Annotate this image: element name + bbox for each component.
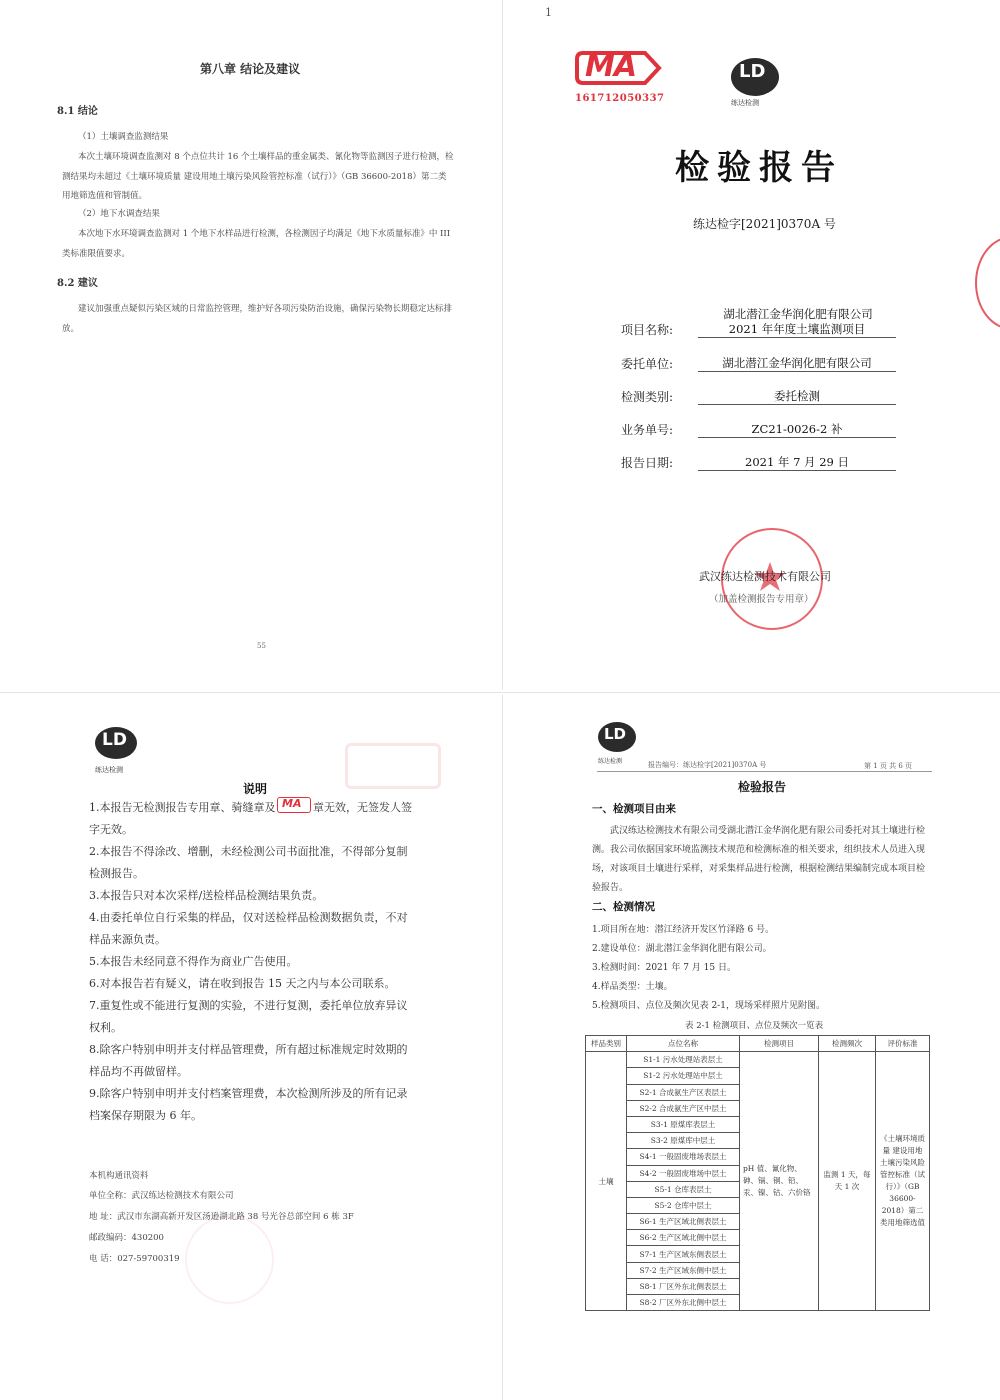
note-9b: 档案保存期限为 6 年。	[89, 1109, 202, 1122]
section-1-heading: 一、检测项目由来	[592, 803, 676, 815]
contact-title: 本机构通讯资料	[89, 1171, 149, 1181]
subheading-soil: （1）土壤调查监测结果	[78, 132, 169, 142]
label-test-type: 检测类别:	[621, 390, 674, 404]
chapter-title: 第八章 结论及建议	[200, 62, 301, 76]
contact-phone: 电 话：027-59700319	[89, 1254, 180, 1264]
note-1c: 字无效。	[89, 823, 133, 836]
item-test-items: 5.检测项目、点位及频次见表 2-1，现场采样照片见附图。	[592, 1001, 825, 1011]
field-value-project-line1: 湖北潜江金华润化肥有限公司	[723, 307, 873, 321]
vertical-divider-top	[502, 0, 503, 690]
note-8b: 样品均不再做留样。	[89, 1065, 188, 1078]
cell-point: S4-2 一般固废堆场中层土	[627, 1165, 740, 1181]
ld-logo	[93, 727, 145, 783]
ld-logo	[727, 58, 781, 114]
field-value-test-type: 委托检测	[698, 388, 896, 405]
header-frequency: 检测频次	[819, 1036, 876, 1052]
ld-logo	[597, 722, 643, 770]
section-2-heading: 二、检测情况	[592, 901, 655, 913]
cell-point: S8-2 厂区外东北侧中层土	[627, 1295, 740, 1311]
company-seal-note: （加盖检测报告专用章）	[709, 594, 814, 605]
cell-test-items: pH 值、氰化物、砷、镉、铜、铅、汞、镍、钴、六价铬	[740, 1052, 819, 1311]
contact-postcode: 邮政编码：430200	[89, 1233, 164, 1243]
field-value-order-number: ZC21-0026-2 补	[698, 421, 896, 438]
cell-point: S3-1 原煤库表层土	[627, 1116, 740, 1132]
note-9a: 9.除客户特别申明并支付档案管理费，本次检测所涉及的所有记录	[89, 1087, 408, 1100]
header-page-info: 第 1 页 共 6 页	[864, 762, 913, 770]
notes-heading: 说明	[243, 782, 268, 796]
report-title: 检验报告	[675, 148, 843, 188]
table-header-row	[586, 1036, 930, 1052]
report-number: 练达检字[2021]0370A 号	[693, 217, 836, 231]
label-project-name: 项目名称:	[621, 323, 674, 337]
cell-point: S7-2 生产区域东侧中层土	[627, 1262, 740, 1278]
note-7a: 7.重复性或不能进行复测的实验，不进行复测，委托单位放弃异议	[89, 999, 408, 1012]
label-report-date: 报告日期:	[621, 456, 674, 470]
note-3: 3.本报告只对本次采样/送检样品检测结果负责。	[89, 889, 324, 902]
company-name: 武汉练达检测技术有限公司	[699, 570, 831, 583]
section-1-paragraph: 武汉练达检测技术有限公司受湖北潜江金华润化肥有限公司委托对其土壤进行检测。我公司依据国家环境监测技术规范和检测标准的相关要求，组织技术人员进入现场，对该项目土壤进行采样，对采集样品进行检测，根据检测结果编制完成本项目检验报告。	[592, 826, 926, 893]
report-page-title: 检验报告	[738, 780, 787, 794]
ld-caption: 练达检测	[598, 758, 623, 765]
cell-point: S6-2 生产区域北侧中层土	[627, 1230, 740, 1246]
table-row	[586, 1052, 930, 1068]
ld-text: LD	[604, 725, 627, 743]
paragraph-groundwater: 本次地下水环境调查监测对 1 个地下水样品进行检测，各检测因子均满足《地下水质量标准》中 III 类标准限值要求。	[62, 229, 451, 259]
cell-point: S6-1 生产区域北侧表层土	[627, 1214, 740, 1230]
header-point-name: 点位名称	[627, 1036, 740, 1052]
faint-seal-watermark	[185, 1215, 274, 1304]
cell-point: S2-2 合成氨生产区中层土	[627, 1100, 740, 1116]
cell-frequency: 监测 1 天，每天 1 次	[819, 1052, 876, 1311]
cell-point: S4-1 一般固废堆场表层土	[627, 1149, 740, 1165]
header-standard: 评价标准	[876, 1036, 930, 1052]
ld-caption: 练达检测	[95, 766, 123, 774]
cell-point: S2-1 合成氨生产区表层土	[627, 1084, 740, 1100]
ma-text: MA	[585, 49, 637, 84]
item-test-time: 3.检测时间：2021 年 7 月 15 日。	[592, 963, 736, 973]
note-4a: 4.由委托单位自行采集的样品，仅对送检样品检测数据负责，不对	[89, 911, 408, 924]
header-report-number: 报告编号：练达检字[2021]0370A 号	[648, 761, 767, 769]
subheading-groundwater: （2）地下水调查结果	[78, 209, 160, 219]
label-client: 委托单位:	[621, 357, 674, 371]
ma-inline-text: MA	[282, 797, 302, 810]
ma-certification-logo	[575, 45, 665, 105]
cell-point: S5-1 仓库表层土	[627, 1181, 740, 1197]
page-number: 55	[257, 642, 266, 650]
vertical-divider-bottom	[502, 695, 503, 1400]
cell-point: S8-1 厂区外东北侧表层土	[627, 1278, 740, 1294]
ld-text: LD	[102, 730, 127, 750]
note-2b: 检测报告。	[89, 867, 144, 880]
ld-caption: 练达检测	[731, 99, 759, 107]
header-sample-category: 样品类别	[586, 1036, 627, 1052]
cell-point: S5-2 仓库中层土	[627, 1197, 740, 1213]
note-2a: 2.本报告不得涂改、增删，未经检测公司书面批准，不得部分复制	[89, 845, 408, 858]
note-6: 6.对本报告若有疑义，请在收到报告 15 天之内与本公司联系。	[89, 977, 396, 990]
cell-point: S1-1 污水处理站表层土	[627, 1052, 740, 1068]
note-8a: 8.除客户特别申明并支付样品管理费，所有超过标准规定时效期的	[89, 1043, 408, 1056]
field-value-client: 湖北潜江金华润化肥有限公司	[698, 355, 896, 372]
page-cover	[505, 0, 1000, 690]
cell-standard: 《土壤环境质量 建设用地土壤污染风险管控标准（试行）》（GB 36600-2018）第二类用地筛选值	[876, 1052, 930, 1311]
section-8-1-heading: 8.1 结论	[57, 106, 98, 117]
monitoring-table	[585, 1035, 930, 1311]
ma-number: 161712050337	[575, 93, 665, 104]
item-builder: 2.建设单位：湖北潜江金华润化肥有限公司。	[592, 944, 772, 954]
page-conclusions	[0, 0, 500, 690]
label-order-number: 业务单号:	[621, 423, 674, 437]
page-notes	[0, 695, 500, 1400]
horizontal-divider	[0, 692, 1000, 693]
field-value-report-date: 2021 年 7 月 29 日	[698, 454, 896, 471]
note-7b: 权利。	[89, 1021, 122, 1034]
cell-point: S7-1 生产区域东侧表层土	[627, 1246, 740, 1262]
item-location: 1.项目所在地：潜江经济开发区竹泽路 6 号。	[592, 925, 775, 935]
header-rule	[597, 771, 932, 772]
note-1a: 1.本报告无检测报告专用章、骑缝章及	[89, 801, 276, 814]
cell-point: S3-2 原煤库中层土	[627, 1133, 740, 1149]
edge-seal-stamp	[975, 236, 1000, 330]
cell-category: 土壤	[586, 1052, 627, 1311]
item-sample-type: 4.样品类型：土壤。	[592, 982, 673, 992]
note-1b: 章无效，无签发人签	[313, 801, 412, 814]
cell-point: S1-2 污水处理站中层土	[627, 1068, 740, 1084]
note-4b: 样品来源负责。	[89, 933, 166, 946]
page-index: 1	[545, 6, 552, 19]
paragraph-soil: 本次土壤环境调查监测对 8 个点位共计 16 个土壤样品的重金属类、氰化物等监测因子进行检测，检测结果均未超过《土壤环境质量 建设用地土壤污染风险管控标准（试行）》（GB 36600-2018）第二类用地筛选值和管制值。	[62, 152, 454, 201]
ld-text: LD	[739, 61, 766, 82]
table-caption: 表 2-1 检测项目、点位及频次一览表	[685, 1021, 824, 1031]
header-test-items: 检测项目	[740, 1036, 819, 1052]
ma-inline-badge	[277, 797, 311, 813]
ma-watermark	[345, 743, 441, 789]
field-value-project-line2: 2021 年年度土壤监测项目	[698, 321, 896, 338]
contact-address: 地 址：武汉市东湖高新开发区汤逊湖北路 38 号光谷总部空间 6 栋 3F	[89, 1212, 354, 1222]
contact-company: 单位全称：武汉练达检测技术有限公司	[89, 1191, 234, 1201]
section-8-2-heading: 8.2 建议	[57, 278, 98, 289]
note-5: 5.本报告未经同意不得作为商业广告使用。	[89, 955, 298, 968]
paragraph-suggestion: 建议加强重点疑似污染区域的日常监控管理，维护好各项污染防治设施，确保污染物长期稳定达标排放。	[62, 304, 453, 334]
